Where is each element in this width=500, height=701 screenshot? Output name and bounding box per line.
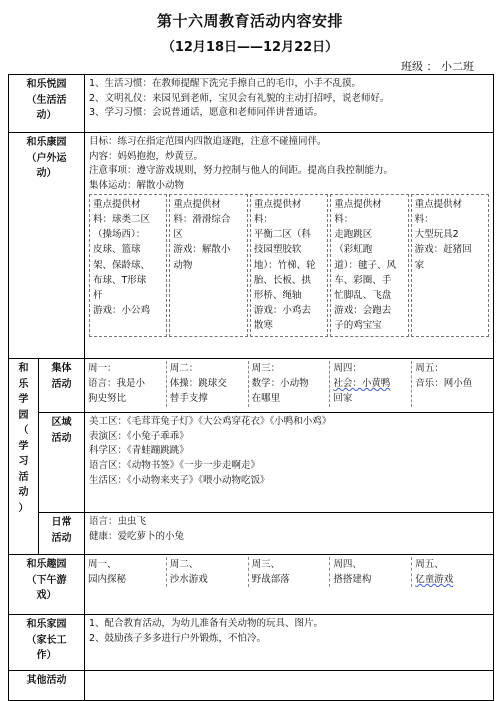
zone-line: 形桥、绳轴	[253, 290, 302, 301]
life-row	[9, 75, 494, 133]
afternoon-label-line: 和乐趣园	[26, 559, 67, 570]
group-day-mon	[85, 361, 166, 407]
outdoor-row	[9, 133, 494, 359]
day-line: 周一、	[88, 559, 117, 570]
afternoon-label	[9, 555, 85, 615]
afternoon-day-thu	[329, 557, 411, 587]
group-day-tue	[166, 361, 248, 407]
day-line: 周二、	[169, 559, 199, 570]
study-group-row	[9, 359, 494, 413]
daily-label-line: 活动	[51, 532, 72, 544]
day-line: 搭搭建构	[333, 574, 372, 586]
afternoon-label-line: 戏）	[36, 590, 57, 601]
daily-label-line: 日常	[51, 517, 72, 528]
life-line: 2、文明礼仪：来园见到老师，宝贝会有礼貌的主动打招呼，说老师好。	[89, 92, 390, 104]
group-day-fri	[411, 361, 493, 407]
afternoon-row	[9, 555, 494, 615]
day-line: 周三、	[251, 559, 281, 570]
other-label: 其他活动	[9, 671, 85, 701]
afternoon-day-fri	[411, 557, 493, 587]
study-label-char: （	[18, 425, 29, 436]
study-label-char: 乐	[18, 378, 29, 390]
area-line: 美工区：《毛茸茸兔子灯》《大公鸡穿花衣》《小鸭和小鸡》	[89, 416, 332, 427]
study-daily-row	[9, 513, 494, 555]
study-areas-row	[9, 413, 494, 513]
zone-line: （操场西）：	[93, 229, 146, 241]
zone-line: 车、彩圈、手	[334, 274, 392, 286]
outdoor-zone-1	[89, 194, 167, 337]
class-label: 班级 ： 小二班	[401, 60, 474, 73]
area-activity-label	[39, 413, 85, 513]
zone-line: 走跑跳区	[334, 229, 373, 241]
zone-line: 子的鸡宝宝	[334, 320, 382, 332]
outdoor-label-line: （户外运	[26, 152, 67, 164]
zone-line: 胎、长板、拱	[253, 274, 311, 286]
schedule-table	[8, 74, 494, 701]
outdoor-zone-4	[330, 194, 408, 337]
day-line: 周一：	[88, 363, 117, 374]
zone-line: 游戏：解散小	[173, 244, 231, 256]
group-activity-days	[85, 359, 494, 413]
family-row	[9, 615, 494, 671]
study-label-char: 和	[18, 363, 29, 374]
day-line: 狗史努比	[88, 393, 127, 405]
day-line: 野战部落	[251, 574, 290, 586]
outdoor-zone-3	[250, 194, 328, 337]
outdoor-zone-5	[411, 194, 489, 337]
day-line: 周四、	[333, 559, 362, 570]
afternoon-day-tue	[166, 557, 248, 587]
day-line: 周四：	[333, 363, 362, 374]
day-line: 周五、	[415, 559, 444, 570]
day-line: 周五：	[415, 363, 444, 374]
daily-line: 语言：虫虫飞	[89, 516, 147, 527]
study-label-char: 活	[18, 471, 29, 483]
study-label-char: 习	[18, 456, 29, 467]
outdoor-label-line: 和乐康园	[26, 137, 67, 148]
outdoor-zones	[89, 194, 489, 337]
daily-activity-label	[39, 513, 85, 555]
group-activity-label	[39, 359, 85, 413]
group-day-thu	[329, 361, 411, 407]
day-line: 音乐：网小鱼	[415, 378, 473, 390]
area-line: 科学区：《青蛙蹦跳跳》	[89, 445, 189, 457]
zone-line: 游戏：会跑去	[334, 305, 392, 317]
group-label-line: 活动	[51, 378, 72, 390]
zone-line: 游戏：赶猪回	[414, 244, 472, 256]
area-line: 生活区：《小动物来夹子》《喂小动物吃饭》	[89, 474, 270, 486]
zone-line: 大型玩具2	[414, 229, 459, 241]
zone-line: 重点提供材	[93, 198, 141, 210]
zone-line: 平衡二区（科	[253, 229, 311, 241]
family-label-line: 和乐家园	[26, 619, 67, 630]
day-line: 替手支撑	[169, 393, 208, 405]
family-line: 1、配合教育活动，为幼儿准备有关动物的玩具、图片。	[89, 618, 324, 629]
zone-line: 料：球类二区	[93, 214, 151, 226]
afternoon-label-line: （下午游	[26, 574, 67, 586]
zone-line: 重点提供材	[334, 198, 382, 210]
outdoor-zone-2	[169, 194, 247, 337]
family-line: 2、鼓励孩子多多进行户外锻炼，不怕冷。	[89, 632, 267, 644]
study-label-char: 学	[18, 394, 29, 405]
zone-line: （彩虹跑	[334, 244, 373, 256]
area-line: 表演区：《小兔子乖乖》	[89, 430, 189, 442]
family-content	[85, 615, 494, 671]
zone-line: 布球、T形球	[93, 274, 147, 286]
family-label	[9, 615, 85, 671]
zone-line: 重点提供材	[414, 198, 463, 210]
outdoor-group-sport: 集体运动：解散小动物	[89, 180, 185, 192]
study-label-char: ）	[18, 502, 29, 514]
day-line: 体操：跳球交	[169, 378, 227, 390]
zone-line: 忙脚乱、飞盘	[334, 290, 392, 301]
zone-line: 料：	[253, 214, 273, 226]
page-title: 第十六周教育活动内容安排	[156, 12, 343, 30]
zone-line: 游戏：小公鸡	[93, 305, 151, 317]
day-line: 周二：	[169, 363, 199, 374]
day-line: 亿童游戏	[415, 574, 454, 586]
area-line: 语言区：《动物书签》《一步一步走啊走》	[89, 460, 261, 472]
family-label-line: 作）	[36, 650, 57, 661]
daily-line: 健康：爱吃萝卜的小兔	[89, 530, 185, 542]
day-line: 社会：小黄鸭	[333, 378, 391, 390]
day-line: 园内探秘	[88, 574, 127, 586]
outdoor-label	[9, 133, 85, 359]
afternoon-day-wed	[248, 557, 330, 587]
outdoor-content-line: 内容：妈妈抱抱，炒黄豆。	[89, 150, 204, 162]
day-line: 沙水游戏	[169, 574, 208, 586]
zone-line: 家	[414, 259, 425, 271]
area-activity-content	[85, 413, 494, 513]
area-label-line: 区域	[51, 417, 72, 428]
group-day-wed	[248, 361, 330, 407]
life-line: 3、学习习惯：会说普通话，愿意和老师同伴讲普通话。	[89, 107, 324, 119]
day-line: 周三：	[251, 363, 281, 374]
zone-line: 杆	[93, 290, 103, 301]
zone-line: 重点提供材	[253, 198, 302, 210]
afternoon-days	[85, 555, 494, 615]
zone-line: 皮球、篮球	[93, 244, 141, 256]
day-line: 数学：小动物	[251, 378, 309, 390]
zone-line: 料：	[334, 214, 354, 226]
outdoor-label-line: 动）	[36, 168, 57, 179]
outdoor-goal: 目标：练习在指定范围内四散追逐跑，注意不碰撞同伴。	[89, 136, 327, 147]
life-label-line: （生活活	[26, 94, 67, 106]
zone-line: 游戏：小鸡去	[253, 305, 311, 317]
day-line: 回家	[333, 393, 353, 405]
zone-line: 架、保龄球、	[93, 259, 151, 271]
other-content	[85, 671, 494, 701]
daily-activity-content	[85, 513, 494, 555]
day-line: 语言：我是小	[88, 378, 146, 390]
zone-line: 料：	[414, 214, 434, 226]
study-label-char: 园	[18, 409, 29, 421]
zone-line: 道）：毽子、风	[334, 259, 396, 271]
outdoor-content	[85, 133, 494, 359]
life-label	[9, 75, 85, 133]
life-label-line: 和乐悦园	[26, 79, 67, 90]
study-label-char: 学	[18, 440, 29, 452]
zone-line: 料：滑滑综合	[173, 214, 231, 226]
life-line: 1、生活习惯：在教师提醒下洗完手擦自己的毛巾，小手不乱摸。	[89, 78, 362, 89]
family-label-line: （家长工	[26, 634, 67, 646]
date-range: （12月18日——12月22日）	[161, 40, 339, 55]
life-content	[85, 75, 494, 133]
afternoon-day-mon	[85, 557, 166, 587]
zone-line: 重点提供材	[173, 198, 221, 210]
study-label	[9, 359, 39, 555]
day-line: 在哪里	[251, 393, 281, 405]
zone-line: 区	[173, 229, 183, 241]
zone-line: 地）：竹梯、轮	[253, 259, 316, 271]
area-label-line: 活动	[51, 432, 72, 444]
group-label-line: 集体	[51, 363, 72, 374]
other-row	[9, 671, 494, 701]
outdoor-notes: 注意事项：遵守游戏规则，努力控制与他人的间距。提高自我控制能力。	[89, 165, 394, 177]
study-label-char: 动	[18, 487, 29, 498]
zone-line: 散寒	[253, 320, 273, 332]
zone-line: 动物	[173, 259, 193, 271]
zone-line: 技园塑胶软	[253, 244, 302, 256]
life-label-line: 动）	[36, 110, 57, 121]
